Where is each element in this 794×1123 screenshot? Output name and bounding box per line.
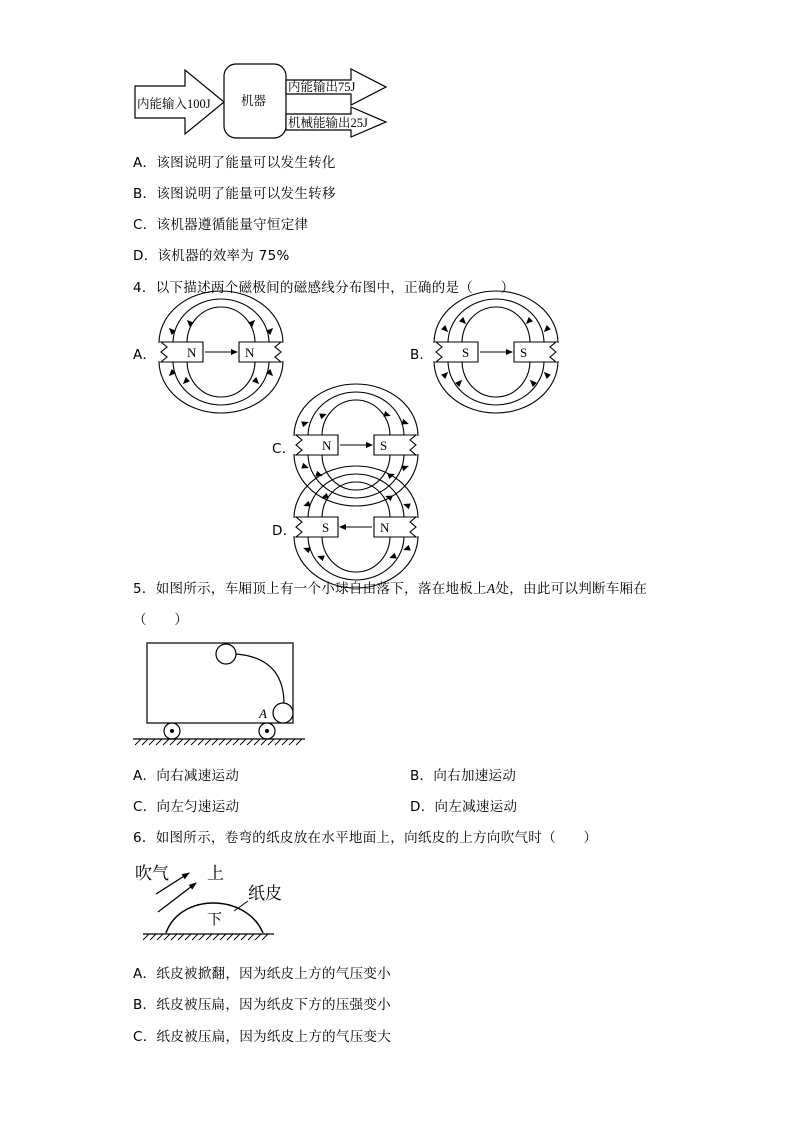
down-label: 下	[207, 912, 223, 928]
q4-option-d-letter[interactable]: D．	[272, 523, 297, 539]
pole-left-label: S	[462, 345, 470, 360]
q4-option-b-letter[interactable]: B．	[410, 347, 434, 363]
pole-right-label: N	[380, 520, 390, 535]
q4-option-c-letter[interactable]: C．	[272, 441, 296, 457]
q5-option-d[interactable]: D．向左减速运动	[410, 799, 518, 815]
q5-option-a[interactable]: A．向右减速运动	[133, 768, 240, 784]
pole-left-label: N	[322, 438, 332, 453]
paper-label: 纸皮	[248, 884, 282, 903]
pole-left-label: S	[322, 520, 330, 535]
q4-option-a-letter[interactable]: A．	[133, 347, 157, 363]
blow-label: 吹气	[135, 864, 169, 883]
q5-option-c[interactable]: C．向左匀速运动	[133, 799, 240, 815]
pole-left-label: N	[187, 345, 197, 360]
machine-label: 机器	[241, 94, 267, 108]
q5-stem-pre: 5．如图所示，车厢顶上有一个小球自由落下，落在地板上	[133, 581, 487, 597]
input-label: 内能输入100J	[137, 97, 211, 111]
q5-stem-line2: （ ）	[133, 612, 189, 628]
q4-stem: 4．以下描述两个磁极间的磁感线分布图中，正确的是（ ）	[133, 280, 515, 296]
q6-option-b[interactable]: B．纸皮被压扁，因为纸皮下方的压强变小	[133, 997, 391, 1013]
q3-option-a[interactable]: A．该图说明了能量可以发生转化	[133, 155, 336, 171]
q5-option-b[interactable]: B．向右加速运动	[410, 768, 517, 784]
q3-option-c[interactable]: C．该机器遵循能量守恒定律	[133, 217, 309, 233]
q6-stem: 6．如图所示，卷弯的纸皮放在水平地面上，向纸皮的上方向吹气时（ ）	[133, 830, 598, 846]
q3-option-d[interactable]: D．该机器的效率为 75%	[133, 248, 290, 264]
floor-hatching	[143, 934, 268, 940]
output1-label: 内能输出75J	[288, 80, 356, 94]
pole-right-label: S	[520, 345, 528, 360]
point-a-label: A	[259, 706, 267, 721]
q6-option-c[interactable]: C．纸皮被压扁，因为纸皮上方的气压变大	[133, 1029, 392, 1045]
up-label: 上	[207, 864, 224, 883]
q3-option-b[interactable]: B．该图说明了能量可以发生转移	[133, 186, 336, 202]
output2-label: 机械能输出25J	[288, 116, 368, 130]
q5-stem-point: A	[486, 581, 496, 596]
q6-option-a[interactable]: A．纸皮被掀翻，因为纸皮上方的气压变小	[133, 966, 391, 982]
pole-right-label: S	[380, 438, 388, 453]
q5-stem-post: 处，由此可以判断车厢在	[495, 581, 648, 597]
pole-right-label: N	[245, 345, 255, 360]
